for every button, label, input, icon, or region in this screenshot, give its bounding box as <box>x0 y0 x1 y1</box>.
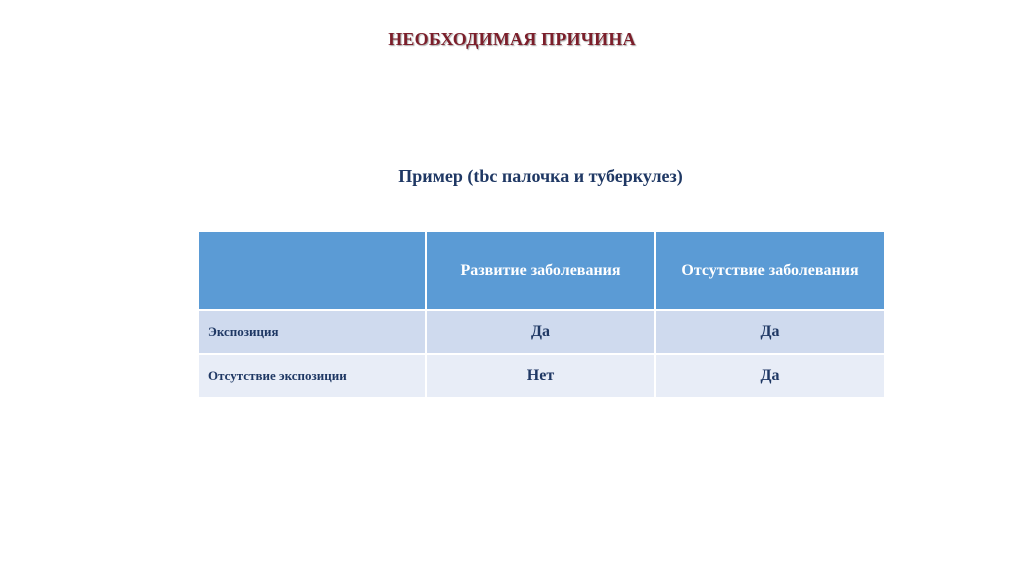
row-label-no-exposure: Отсутствие экспозиции <box>199 354 426 398</box>
table-row <box>199 310 884 354</box>
slide-title: НЕОБХОДИМАЯ ПРИЧИНА <box>388 29 636 49</box>
header-cell-no-disease: Отсутствие заболевания <box>655 232 884 310</box>
cell-value: Да <box>426 310 655 354</box>
slide-subtitle: Пример (tbc палочка и туберкулез) <box>398 166 683 186</box>
cell-value: Да <box>655 310 884 354</box>
comparison-table <box>199 232 884 399</box>
header-cell-disease: Развитие заболевания <box>426 232 655 310</box>
row-label-exposure: Экспозиция <box>199 310 426 354</box>
cell-value: Да <box>655 354 884 398</box>
cell-value: Нет <box>426 354 655 398</box>
header-cell-empty <box>199 232 426 310</box>
table-header-row <box>199 232 884 310</box>
table-row <box>199 354 884 398</box>
